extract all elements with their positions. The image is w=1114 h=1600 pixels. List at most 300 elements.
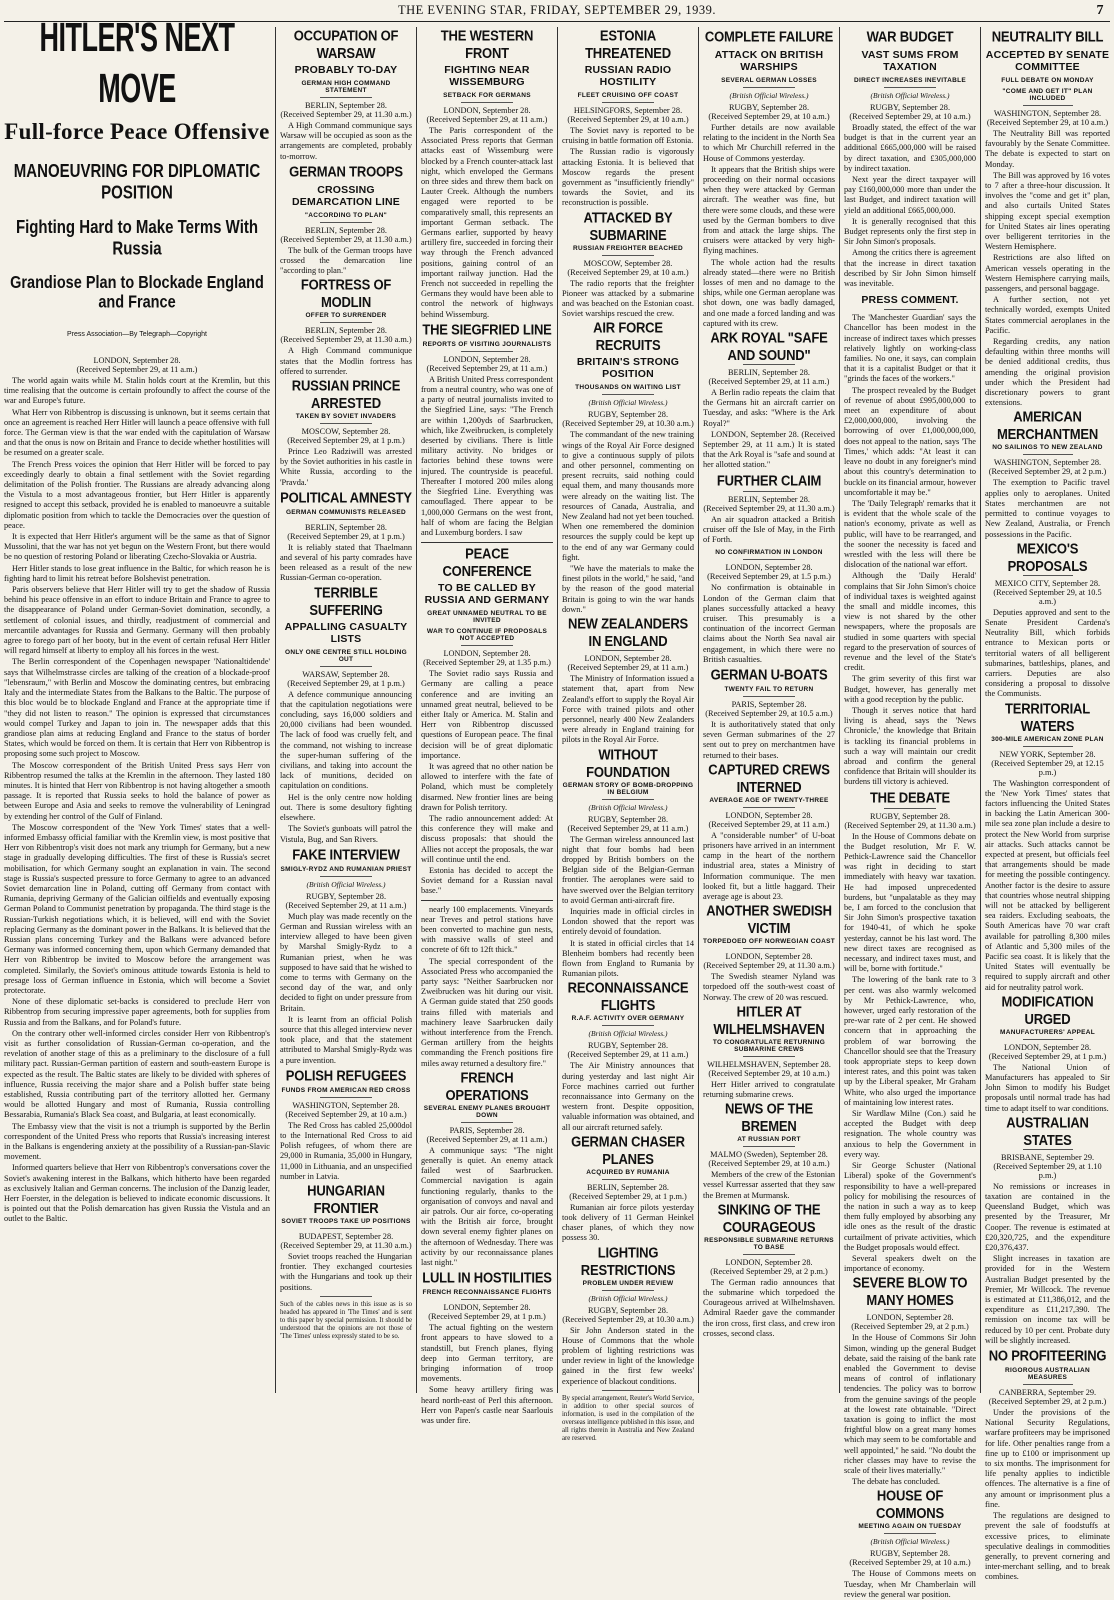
divider (743, 1056, 796, 1057)
subhead-peace-offensive: Full-force Peace Offensive (4, 119, 270, 144)
received-line: (Received September 29, at 1 p.m.) (428, 1312, 546, 1322)
article-deck: FRENCH RECONNAISSANCE FLIGHTS (422, 1289, 552, 1297)
article-headline: ARK ROYAL "SAFE AND SOUND" (710, 328, 828, 364)
paragraph: The Red Cross has cabled 25,000dol to the International Red Cross to aid Polish refugees, of whom there are 29,000 in Rumania, 35,000 in Hungary, 11,000 in Lithuania, and an unspecified number in Latvia. (280, 1120, 412, 1181)
paragraph: A Berlin radio repeats the claim that the Germans hit an aircraft carrier on Tuesday, and asks: "Where is the Ark Royal?" (703, 388, 835, 428)
received-line: (Received September 29, at 10.30 a.m.) (562, 419, 694, 429)
divider (461, 1122, 514, 1123)
source-line: (British Official Wireless.) (306, 879, 386, 889)
source-line: (British Official Wireless.) (870, 1537, 950, 1547)
article-subheadline: FIGHTING NEAR WISSEMBURG (444, 64, 530, 88)
divider (320, 322, 373, 323)
dateline: MEXICO CITY, September 28. (994, 578, 1101, 588)
article-terrible-suffering (280, 583, 412, 845)
paragraph: The French Press voices the opinion that Herr Hitler will be forced to pay exceedingly dearly to obtain a final settlement with the Soviet regarding delimitation of the Polish frontier. The Russians are already advancing along the Vistula to a most advantageous frontier, but Herr Hitler is apparently resigned to accept this setback, provided he is enabled to manoeuvre a suitable diplomatic position from which to tackle the Democracies over the question of peace. (4, 459, 270, 530)
divider (320, 1097, 373, 1098)
dateline: WARSAW, September 28. (302, 669, 390, 679)
divider (602, 102, 655, 103)
received-line: (Received September 29, at 10 a.m.) (567, 115, 689, 124)
subhead-terms-with-russia: Fighting Hard to Make Terms With Russia (15, 216, 259, 260)
dateline: MALMO (Sweden), September 28. (710, 1150, 828, 1160)
received-line: (Received September 29, at 1.5 p.m.) (707, 572, 831, 582)
article-deck: FUNDS FROM AMERICAN RED CROSS (281, 1086, 411, 1094)
paragraph: The commandant of the new training wings of the Royal Air Force designed to give a continuous supply of pilots and other personnel, commenting on present recruits, said nothing could equal them, and many thousands more were already on the waiting list. The resources of Canada, Australia, and New Zealand had not yet been touched. When one remembered the dominion resources the supply could be kept up to the end of any war Germany could fight. (562, 430, 694, 562)
dateline: BERLIN, September 28. (727, 494, 811, 504)
divider (461, 645, 514, 646)
paragraph: The debate has concluded. (852, 1477, 941, 1487)
article-fortress-of-modlin (280, 278, 412, 377)
paragraph: A High Command communique says Warsaw will be occupied as soon as the arrangements are completed, probably to-morrow. (280, 121, 412, 161)
paragraph: The Moscow correspondent of the 'New York Times' states that a well-informed Embassy official familiar with the Kremlin view, is most positive that Herr von Ribbentrop's visit does not mark any triumph for Germany, but a new stage in gradually developing difficulties. The first of these is Russia's secret mobilisation, for which Germany sought an explanation in vain. The second stage is Russia's suspected pressure to force Germany to agree to an advanced Soviet demarcation line in Poland, cutting off Germany from contact with Rumania, depriving Germany of the Galician oilfields and eventually exposing German Poland to Communist penetration by propaganda. The third stage is the Russian-Turkish negotiations which, it is believed, will end with the Soviet replacing Germany as the dominant power in the Balkans. It is believed that the Russian plans concerning Turkey and the Balkans were advanced before Germany was informed concerning them, upon which Germany demanded that Herr von Ribbentrop be invited to Moscow before the arrangement was completed. Similarly, the Soviet's ominous attitude towards Estonia is held to presage loss of German influence in Estonia, which will become a Soviet protectorate. (4, 822, 270, 995)
divider (743, 559, 796, 560)
dateline: LONDON, September 28. (584, 654, 672, 664)
article-without-foundation (562, 745, 694, 980)
paragraph: In the House of Commons debate on the Budget resolution, Mr F. W. Pethick-Lawrence said the Chancellor was right in deciding to start immediately with heavy war taxation. He had imposed unprecedented burdens, but "unpalatable as they may be, I am forced to the conclusion that Sir John Simon's prospective taxation for 1940-41, of which he spoke yesterday, cannot be his last word. The new direct taxes are recognised as necessary, and indirect taxes must, and will be, borne with fortitude." (844, 831, 976, 974)
column-occupation-of-warsaw (280, 27, 412, 1393)
dateline: RUGBY, September 28. (587, 1041, 669, 1051)
article-headline: TERRIBLE SUFFERING (309, 583, 383, 618)
times-note: Such of the cables news in this issue as is so headed has appeared in 'The Times' and is sent to this paper by special permission. It should be understood that the opinions are not those of 'The Times' unless expressly stated to be so. (280, 1300, 412, 1340)
paragraph: The 'Daily Telegraph' remarks that it is evident that the whole scale of the nation's economy, private as well as public, will have to be rearranged, and the sooner the necessity is faced and wrestled with the less will there be dislocation of the national war effort. (844, 498, 976, 570)
article-ark-royal (703, 328, 835, 471)
article-deck: WAR TO CONTINUE IF PROPOSALS NOT ACCEPTED (426, 628, 548, 643)
received-line: (Received September 29, at 10.5 a.m.) (993, 587, 1102, 606)
page-number: 7 (1096, 3, 1104, 18)
dateline: RUGBY, September 28. (587, 1305, 669, 1315)
article-headline: NEW ZEALANDERS IN ENGLAND (568, 614, 688, 650)
article-deck: "COME AND GET IT" PLAN INCLUDED (1002, 88, 1093, 102)
article-deck: SEVERAL ENEMY PLANES BROUGHT DOWN (423, 1104, 551, 1119)
article-deck: RUSSIAN FREIGHTER BEACHED (572, 244, 684, 252)
article-german-chaser-planes (562, 1132, 694, 1244)
dateline: RUGBY, September 28. (869, 1549, 951, 1559)
article-radio-hostility (562, 64, 694, 209)
received-line: (Received September 29, at 11.30 a.m.) (280, 1240, 412, 1250)
article-headline: WITHOUT FOUNDATION (586, 745, 670, 780)
paragraph: It appears that the British ships were proceeding on their normal occasions when they were attacked by German aircraft. The weather was fine, but there were some clouds, and these were used by the German bombers to dive from and attack the large ships. The cruisers were attacked by very high-flying machines. (703, 164, 835, 256)
paragraph: A further section, not yet technically worded, exempts United States commercial aeroplanes in the Pacific. (985, 295, 1110, 335)
paragraph: The House of Commons meets on Tuesday, when Mr Chamberlain will review the general war position. (844, 1569, 976, 1599)
article-headline: GERMAN CHASER PLANES (571, 1132, 685, 1168)
article-modification-urged (985, 992, 1110, 1114)
article-wissemburg (421, 64, 553, 320)
paragraph: The National Union of Manufacturers has appealed to Sir John Simon to modify his Budget proposals until normal trade has had time to adapt itself to war conditions. (985, 1062, 1110, 1113)
column-divider (980, 27, 981, 1393)
article-deck: FULL DEBATE ON MONDAY (1001, 77, 1094, 84)
paragraph: Informed quarters believe that Herr von Ribbentrop's conversations cover the Soviet's awakening interest in the Balkans, which hitherto have been regarded as exclusively Italian and German concerns. The inclusion of the Danzig leader, Herr Foerster, in the delegation is believed to indicate economic discussions. It is pointed out that the Polish demarcation has given Russia the Vistula and an outlet to the Baltic. (4, 1163, 270, 1224)
article-air-force-recruits (562, 321, 694, 615)
article-severe-blow (844, 1276, 976, 1487)
article-hitler-wilhelmshaven (703, 1002, 835, 1100)
dateline: LONDON, September 28. (443, 1303, 531, 1313)
paragraph: It is expected that Herr Hitler's argument will be the same as that of Signor Mussolini, that the war has not yet begun on the Western Front, but there would be no question of restoring Poland or liberating Czecho-Slovakia or Austria. (4, 532, 270, 562)
received-line: (Received September 29, at 1 p.m.) (287, 531, 405, 541)
article-lull-in-hostilities (421, 1270, 553, 1426)
dateline: WILHELMSHAVEN, September 28. (707, 1059, 831, 1069)
paragraph: The German wireless announced last night that four bombs had been dropped by British bombers on the Belgian side of the Belgian-German frontier. The aeroplanes were said to have swerved over the Belgian territory to avoid German anti-aircraft fire. (562, 834, 694, 905)
article-fake-interview (280, 847, 412, 1066)
divider (884, 87, 937, 88)
received-line: (Received September 29, at 11 a.m.) (567, 823, 689, 833)
article-attacked-by-submarine (562, 208, 694, 320)
divider (743, 807, 796, 808)
divider (320, 1296, 373, 1297)
dateline: LONDON, September 28. (443, 649, 531, 659)
article-deck: SEVERAL GERMAN LOSSES (721, 77, 817, 84)
source-line: (British Official Wireless.) (870, 91, 950, 100)
divider (1023, 1384, 1073, 1385)
paragraph: None of these diplomatic set-backs is considered to preclude Herr von Ribbentrop from securing impressive paper agreements, both for supplies from Russia and from the Balkans, and for Poland's future. (4, 997, 270, 1027)
article-deck: PROBLEM UNDER REVIEW (582, 1279, 674, 1287)
article-polish-refugees (280, 1068, 412, 1182)
article-vast-sums (844, 49, 976, 289)
paragraph: It is stated in official circles that 14 Blenheim bombers had recently been flown from England to Rumania by Rumanian pilots. (562, 938, 694, 979)
column-divider (557, 27, 558, 1393)
paragraph: LONDON, September 28. (Received September 29, at 11 a.m.) It is stated that the Ark Royal is "safe and sound at her allotted station." (703, 429, 835, 470)
dateline: BERLIN, September 28. (304, 225, 388, 235)
divider (602, 1179, 655, 1180)
article-russian-prince (280, 376, 412, 488)
paragraph: Though it serves notice that hard living is ahead, says the 'News Chronicle,' the knowledge that Britain is tackling its financial problems in such a way will maintain our credit abroad and confirm the general confidence that Britain will shoulder its burdens till victory is achieved. (844, 705, 976, 787)
article-headline: LIGHTING RESTRICTIONS (580, 1243, 676, 1278)
article-peace-conference (421, 542, 553, 900)
newspaper-page (4, 3, 1110, 1599)
article-headline: AIR FORCE RECRUITS (593, 319, 663, 354)
article-german-uboats (703, 667, 835, 761)
received-line: (Received September 29, at 1 p.m.) (287, 678, 405, 688)
paragraph: The exemption to Pacific travel applies only to aeroplanes. United States merchantmen are not permitted to continue voyages to New Zealand, Australia, or French possessions in the Pacific. (985, 478, 1110, 539)
received-line: (Received September 29, at 11 a.m.) (567, 663, 689, 673)
article-deck: REPORTS OF VISITING JOURNALISTS (422, 340, 552, 348)
dateline: BERLIN, September 28. (304, 326, 388, 336)
received-line: (Received September 29, at 2 p.m.) (988, 467, 1107, 477)
received-line: (Received September 29, at 10 a.m.) (708, 1159, 830, 1169)
column-western-front (421, 26, 553, 1426)
article-probably-today (280, 64, 412, 162)
divider (602, 650, 655, 651)
subhead-blockade-plan: Grandiose Plan to Blockade England and France (10, 273, 264, 313)
article-headline: LULL IN HOSTILITIES (422, 1269, 552, 1287)
article-new-zealanders (562, 614, 694, 745)
article-siegfried-line (421, 322, 553, 538)
divider (743, 87, 796, 88)
article-headline: POLITICAL AMNESTY (280, 488, 412, 506)
article-senate-committee (985, 49, 1110, 408)
paragraph: The German radio announces that the submarine which torpedoed the Courageous arrived at Wilhelmshaven. Admiral Raeder gave the commander the iron cross, first class, and crew iron crosses, second class. (703, 1277, 835, 1338)
column-headline: ESTONIA THREATENED (585, 26, 671, 62)
paragraph: Estonia has decided to accept the Soviet demand for a Russian naval base." (421, 865, 553, 896)
paragraph: No remissions or increases in taxation are contained in the Queensland Budget, which was presented by the Treasurer, Mr Cooper. The revenue is estimated at £20,320,725, and the expenditure £20,376,437. (985, 1181, 1110, 1253)
paragraph: Regarding credits, any nation defaulting within three months will be denied additional credits, thus amending the original provision under which the President had discretionary powers to grant extensions. (985, 337, 1110, 408)
paragraph: The lowering of the bank rate to 3 per cent. was also warmly welcomed by Mr Pethick-Lawrence, who, however, urged early restoration of the pre-war rate of 2 per cent. He showed concern that in approaching the problem of war borrowing the Chancellor should see that the Treasury took appropriate steps to keep down interest rates, and this point was taken up by the Liberal speaker, Mr Graham White, who also urged the importance of maintaining low interest rates. (844, 975, 976, 1107)
divider (320, 423, 373, 424)
column-divider (839, 27, 840, 1393)
dateline: MOSCOW, September 28. (583, 258, 673, 268)
article-deck: RIGOROUS AUSTRALIAN MEASURES (1005, 1367, 1090, 1382)
received-line: (Received September 29, at 10 a.m.) (708, 1068, 830, 1078)
dateline: RUGBY, September 28. (728, 103, 810, 112)
received-line: (Received September 29, at 1 p.m.) (287, 436, 405, 446)
divider (320, 97, 373, 98)
divider (320, 519, 373, 520)
article-deck: THOUSANDS ON WAITING LIST (575, 384, 681, 392)
column-divider (275, 27, 276, 1393)
masthead-title: THE EVENING STAR, FRIDAY, SEPTEMBER 29, 1939. (397, 3, 717, 17)
paragraph: The Russian radio is vigorously attacking Estonia. It is believed that Moscow regards the present government as "insufficiently friendly" towards the Soviet, and its reconstruction is possible. (562, 147, 694, 208)
article-headline: ANOTHER SWEDISH VICTIM (706, 901, 832, 937)
article-deck: 300-MILE AMERICAN ZONE PLAN (991, 735, 1104, 743)
divider (1023, 1149, 1073, 1150)
paragraph: Hel is the only centre now holding out. There is some desultory fighting elsewhere. (280, 792, 412, 823)
paragraph: nearly 100 emplacements. Vineyards near Treves and petrol stations have been converted to machine gun nests, with massive walls of steel and concrete of 6ft to 12ft thick." (421, 904, 553, 955)
dateline: BRISBANE, September 29. (1000, 1152, 1095, 1162)
article-subheadline: BRITAIN'S STRONG POSITION (576, 356, 680, 381)
article-subheadline: RUSSIAN RADIO HOSTILITY (584, 64, 672, 88)
divider (884, 808, 937, 809)
column-divider (416, 27, 417, 1393)
divider (320, 666, 373, 667)
article-headline: POLISH REFUGEES (285, 1066, 407, 1084)
source-line: (British Official Wireless.) (588, 1293, 668, 1303)
article-deck: AVERAGE AGE OF TWENTY-THREE (709, 796, 829, 804)
article-press-comment (844, 294, 976, 787)
column-complete-failure (703, 27, 835, 1393)
divider (602, 394, 655, 395)
column-headline: NEUTRALITY BILL (991, 27, 1104, 46)
article-political-amnesty (280, 490, 412, 584)
article-headline: ATTACKED BY SUBMARINE (583, 208, 673, 243)
paragraph: The regulations are designed to prevent the sale of foodstuffs at excessive prices, to eliminate speculative dealings in commodities generally, to prevent cornering and inter-merchant selling, and to break combines. (985, 1511, 1110, 1582)
paragraph: The Soviet's gunboats will patrol the Vistula, Bug, and San Rivers. (280, 824, 412, 844)
article-deck: TORPEDOED OFF NORWEGIAN COAST (703, 938, 835, 946)
paragraph: A High Command communique states that the Modlin fortress has offered to surrender. (280, 346, 412, 376)
article-subheadline: VAST SUMS FROM TAXATION (861, 49, 959, 73)
received-line: (Received September 29, at 10 a.m.) (849, 1558, 971, 1568)
article-no-confirmation (703, 549, 835, 665)
article-deck: ONLY ONE CENTRE STILL HOLDING OUT (285, 648, 407, 663)
paragraph: Broadly stated, the effect of the war budget is that in the current year an additional £665,000,000 will be raised by direct taxation, and £305,000,000 by indirect taxation. (844, 123, 976, 173)
column-headline: THE WESTERN FRONT (440, 26, 534, 62)
column-headline: COMPLETE FAILURE (704, 27, 834, 46)
dateline: LONDON, September 28. (725, 952, 813, 962)
received-line: (Received September 29, at 1.35 p.m.) (423, 658, 551, 668)
paragraph: Deputies approved and sent to the Senate President Cardena's Neutrality Bill, which forbids entrance to Mexican ports or territorial waters of all belligerent submarines, battleships, planes, and carriers. Deputies are also considering a proposal to dissolve the Communists. (985, 607, 1110, 699)
article-captured-crews (703, 760, 835, 902)
received-line: (Received September 29, at 11.30 a.m.) (280, 110, 412, 119)
article-headline: AMERICAN MERCHANTMEN (996, 408, 1099, 443)
dateline: WASHINGTON, September 28. (292, 1100, 400, 1110)
article-no-profiteering (985, 1348, 1110, 1582)
received-line: (Received September 29, at 11 a.m.) (708, 377, 830, 387)
divider (743, 491, 796, 492)
dateline: LONDON, September 28. (725, 810, 813, 820)
paragraph: The Soviet navy is reported to be cruising in battle formation off Estonia. (562, 126, 694, 146)
paragraph: Paris observers believe that Herr Hitler will try to get the shadow of Russia behind his peace offensive in an effort to induce Britain and France to agree to the disappearance of Poland under German-Soviet domination, secondly, a settlement of colonial issues, and thirdly, readjustment of commercial and mercantile advantages for Russia and Germany. Germany will then probably agree to forego part of her booty, but in the event of certain refusal Herr Hitler will regard himself at liberty to employ all his forces in the west. (4, 585, 270, 656)
received-line: (Received September 29, at 10 a.m.) (986, 118, 1109, 127)
paragraph: The whole action had the results already stated—there were no British losses of men and no damage to the ships, while one German aeroplane was shot down, one was badly damaged, and one made a forced landing and was captured with its crew. (703, 257, 835, 328)
paragraph: Next year the direct taxpayer will pay £160,000,000 more than under the last Budget, and indirect taxation will yield an additional £665,000,000. (844, 175, 976, 215)
divider (1023, 1039, 1073, 1040)
article-deck: DIRECT INCREASES INEVITABLE (854, 77, 966, 84)
paragraph: Although the 'Daily Herald' complains that Sir John Simon's choice of individual taxes is weighted against the small and middle incomes, this view is not shared by the other newspapers, where the proposals are studied in some quarters with special regard to the preservation of sources of revenue and the level of the State's credit. (844, 571, 976, 673)
divider (1023, 454, 1073, 455)
paragraph: Prince Leo Radziwill was arrested by the Soviet authorities in his castle in White Russia, according to the 'Pravda.' (280, 447, 412, 487)
divider (461, 102, 514, 103)
article-territorial-waters (985, 699, 1110, 993)
article-headline: THE SIEGFRIED LINE (422, 320, 552, 338)
divider (320, 222, 373, 223)
divider (320, 876, 373, 877)
article-american-merchantmen (985, 410, 1110, 539)
paragraph: Herr Hitler arrived to congratulate returning submarine crews. (703, 1079, 835, 1099)
paragraph: Restrictions are also lifted on American vessels operating in the Western Hemisphere carrying mails, passengers, and personal baggage. (985, 253, 1110, 294)
received-line: (Received September 29, at 12.15 p.m.) (991, 758, 1104, 777)
paragraph: A defence communique announcing that the capitulation negotiations were concluding, says 16,000 soldiers and 20,000 civilians had been wounded. The lack of food was cruelly felt, and the command, not wishing to increase the super-human suffering of the civilians, and taking into account the lack of munitions, decided on capitulation on conditions. (280, 689, 412, 791)
received-line: (Received September 29, at 11 a.m.) (708, 819, 830, 829)
divider (743, 364, 796, 365)
received-line: (Received September 29, at 10 a.m.) (285, 1109, 407, 1119)
paragraph: It was agreed that no other nation be allowed to interfere with the fate of Poland, which must be completely disarmed. New frontier lines are being drawn for Polish territory. (421, 761, 553, 812)
divider (602, 255, 655, 256)
column-divider (698, 27, 699, 1393)
article-deck: MANUFACTURERS' APPEAL (1000, 1028, 1095, 1036)
article-deck: GREAT UNNAMED NEUTRAL TO BE INVITED (427, 610, 547, 625)
article-headline: GERMAN TROOPS (289, 162, 403, 180)
received-line: (Received September 29, at 10 a.m.) (567, 267, 689, 277)
divider (884, 309, 937, 310)
divider (743, 696, 796, 697)
paragraph: What Herr von Ribbentrop is discussing is unknown, but it seems certain that once an agreement is reached Herr Hitler will launch a peace offensive with full force. The German view is that the war ended with the capitulation of Warsaw and that the onus is now on Britain and France to decide whether hostilities will be resumed on a greater scale. (4, 407, 270, 458)
received-line: (Received September 29, at 2 p.m.) (988, 1397, 1107, 1407)
received-line: (Received September 29, at 11 a.m.) (285, 900, 407, 910)
article-deck: TO CONGRATULATE RETURNING SUBMARINE CREWS (712, 1038, 826, 1053)
article-deck: R.A.F. ACTIVITY OVER GERMANY (571, 1015, 685, 1023)
paragraph: It is reliably stated that Thaelmann and several of his party comrades have been released as a result of the new Russian-German co-operation. (280, 542, 412, 583)
paragraph: The Ministry of Information issued a statement that, apart from New Zealand's effort to supply the Royal Air Force with trained pilots and other personnel, nearly 400 New Zealanders were already in England training for pilots in the Royal Air Force. (562, 674, 694, 745)
dateline: BUDAPEST, September 28. (298, 1231, 394, 1241)
paragraph: It is authoritatively stated that only seven German submarines of the 27 sent out to prey on merchantmen have returned to their bases. (703, 719, 835, 760)
dateline: BERLIN, September 28. (304, 522, 388, 532)
article-headline: FRENCH OPERATIONS (445, 1068, 529, 1104)
article-reconnaissance-flights (562, 981, 694, 1132)
dateline: RUGBY, September 28. (869, 103, 951, 112)
divider (884, 1309, 937, 1310)
column-war-budget (844, 27, 976, 1599)
article-deck: MEETING AGAIN ON TUESDAY (858, 1523, 962, 1531)
paragraph: Further details are now available relating to the incident in the North Sea to which Mr Churchill referred in the House of Commons yesterday. (703, 123, 835, 163)
paragraph: The actual fighting on the western front appears to have slowed to a standstill, but French planes, flying deep into German territory, are bringing information of troop movements. (421, 1323, 553, 1384)
source-line: (British Official Wireless.) (588, 1029, 668, 1039)
article-headline: MEXICO'S PROPOSALS (1007, 539, 1088, 574)
paragraph: The Washington correspondent of the 'New York Times' states that factors influencing the United States in backing the Latin American 300-mile sea zone plan include a desire to protect the New World from surprise air attacks. Such attacks cannot be expected at present, but officials feel that arrangements should be made for meeting the possible contingency. Another factor is the desire to assure that countries whose neutral shipping will not be attacked by belligerent sea raiders. Excluding seaboats, the South Americas have 70 war craft available for patrolling 8,300 miles of Atlantic and 5,300 miles of the Pacific sea coast. It is likely that the United States will eventually be required to supply aircraft and other aid for neutrality patrol work. (985, 778, 1110, 992)
paragraph: Sir Wardlaw Milne (Con.) said he accepted the Budget with deep resignation. The whole country was anxious to help the Government in every way. (844, 1109, 976, 1159)
article-siegfried-continued (421, 905, 553, 1069)
received-line: (Received September 29, at 11.30 a.m.) (844, 820, 976, 830)
column-estonia-threatened (562, 26, 694, 1442)
dateline: NEW YORK, September 28. (999, 749, 1096, 759)
column-hitlers-next-move (4, 15, 270, 1393)
received-line: (Received September 29, at 1 p.m.) (569, 1191, 687, 1201)
article-headline: CAPTURED CREWS INTERNED (708, 760, 830, 795)
received-line: (Received September 29, at 2 p.m.) (851, 1322, 969, 1332)
article-deck: TWENTY FAIL TO RETURN (724, 685, 814, 693)
paragraph: The Air Ministry announces that during yesterday and last night Air Force machines carried out further reconnaissance into Germany on the western front. Despite opposition, valuable information was obtained, and all our aircraft returned safely. (562, 1061, 694, 1132)
received-line: (Received September 29, at 11 a.m.) (426, 1134, 548, 1144)
divider (602, 1025, 655, 1026)
article-lighting-restrictions (562, 1243, 694, 1387)
article-deck: FLEET CRUISING OFF COAST (577, 92, 679, 99)
divider (743, 1254, 796, 1255)
dateline: BERLIN, September 28. (727, 368, 811, 378)
paragraph: The 'Manchester Guardian' says the Chancellor has been modest in the increase of indirect taxes which presses relatively lightly on working-class families. No one, it says, can complain that it is a capitalist Budget or that it "grinds the faces of the workers." (844, 313, 976, 384)
received-line: (Received September 29, at 2 p.m.) (710, 1266, 828, 1276)
article-headline: NEWS OF THE BREMEN (724, 1099, 814, 1135)
divider (743, 1146, 796, 1147)
divider (1023, 575, 1073, 576)
paragraph: A British United Press correspondent from a neutral country, who was one of a party of neutral journalists invited to the Siegfried Line, says: "The French are within 1,200yds of Saarbrucken, which, like Zweibrucken, is completely deserted by civilians. There is little military activity. No bridges or factories behind these towns were injured. The countryside is peaceful. Thereafter I motored 200 miles along the Siegfried Line. Everything was camouflaged. There appear to be 1,000,000 Germans on the west front, half of whom are facing the Belgian and Luxemburg borders. I saw (421, 374, 553, 537)
divider (602, 799, 655, 800)
article-hungarian-frontier (280, 1181, 412, 1293)
received-line: (Received September 29, at 11.30 a.m.) (280, 234, 412, 244)
article-deck: OFFER TO SURRENDER (305, 312, 387, 320)
received-line: (Received September 29, at 10.5 a.m.) (705, 708, 833, 718)
article-deck: GERMAN HIGH COMMAND STATEMENT (301, 80, 391, 94)
received-line: (Received September 29, at 10 a.m.) (849, 112, 971, 121)
article-subheadline: CROSSING DEMARCATION LINE (292, 183, 400, 208)
paragraph: Inquiries made in official circles in London showed that the report was entirely devoid of foundation. (562, 906, 694, 937)
article-deck: AT RUSSIAN PORT (737, 1136, 801, 1144)
paragraph: The world again waits while M. Stalin holds court at the Kremlin, but this time realising that the outcome is certain profoundly to affect the course of the war and Europe's future. (4, 376, 270, 406)
article-headline: NO PROFITEERING (988, 1346, 1107, 1365)
article-deck: RESPONSIBLE SUBMARINE RETURNS TO BASE (704, 1236, 834, 1251)
received-line: (Received September 29, at 11.30 a.m.) (703, 503, 835, 513)
received-line: (Received September 29, at 1.10 p.m.) (993, 1161, 1102, 1180)
article-deck: SOVIET TROOPS TAKE UP POSITIONS (281, 1217, 411, 1225)
paragraph: Members of the crew of the Estonian vessel Kurressar asserted that they saw the Bremen at Murmansk. (703, 1170, 835, 1200)
article-headline: HUNGARIAN FRONTIER (307, 1181, 385, 1217)
paragraph: Sir John Anderson stated in the House of Commons that the whole problem of lighting restrictions was under review in light of the knowledge gained in the first few weeks' experience of blackout conditions. (562, 1325, 694, 1386)
article-swedish-victim (703, 901, 835, 1003)
article-headline: FURTHER CLAIM (716, 471, 822, 489)
received-line: (Received September 29, at 11.30 a.m.) (703, 961, 835, 971)
source-line: (British Official Wireless.) (588, 802, 668, 812)
paragraph: The prospect revealed by the Budget of revenue of about £995,000,000 to meet an expenditure of about £2,000,000,000, involving the borrowing of over £1,000,000,000, does not appeal to the nation, says 'The Times,' which adds: "At least it can leave no doubt in any foreigner's mind about this country's determination to buckle on its financial armour, however uncomfortable it may be." (844, 385, 976, 497)
paragraph: A "considerable number" of U-boat prisoners have arrived in an internment camp in the heart of the northern industrial area, states a Ministry of Information communique. The men looked fit, but a little haggard. Their average age is about 23. (703, 830, 835, 901)
column-headline: OCCUPATION OF WARSAW (293, 26, 399, 62)
article-headline: FAKE INTERVIEW (292, 845, 400, 863)
article-headline: GERMAN U-BOATS (710, 665, 828, 684)
dateline: MOSCOW, September 28. (301, 427, 391, 437)
article-courageous (703, 1200, 835, 1339)
paragraph: The Moscow correspondent of the British United Press says Herr von Ribbentrop resumed the talks at the Kremlin in the afternoon. They lasted 180 minutes. It is hinted that Herr von Ribbentrop is not having altogether a smooth passage. It is reported that Russia seeks to hold the balance of power as between Europe and Asia and seeks to remove the vulnerability of Leningrad by extending her control of the Gulf of Finland. (4, 760, 270, 821)
article-subheadline: APPALLING CASUALTY LISTS (284, 620, 408, 645)
article-headline: FORTRESS OF MODLIN (300, 276, 392, 311)
article-deck: SETBACK FOR GERMANS (443, 92, 531, 99)
divider (1023, 105, 1073, 106)
article-headline: SEVERE BLOW TO MANY HOMES (852, 1274, 968, 1309)
paragraph: No confirmation is obtainable in London of the German claim that planes successfully attacked a heavy cruiser. This presumably is a continuation of the incorrect German claims about the North Sea naval air engagement, in which there were no British casualties. (703, 583, 835, 664)
article-mexicos-proposals (985, 539, 1110, 700)
article-headline: SINKING OF THE COURAGEOUS (717, 1200, 821, 1236)
divider (602, 1290, 655, 1291)
article-deck: GERMAN STORY OF BOMB-DROPPING IN BELGIUM (562, 781, 694, 796)
article-the-debate (844, 790, 976, 1275)
source-line: (British Official Wireless.) (588, 398, 668, 408)
article-french-operations (421, 1068, 553, 1268)
paragraph: "We have the materials to make the finest pilots in the world," he said, "and by the reason of the good material Britain is going to win the war hands down." (562, 564, 694, 614)
paragraph: Sir George Schuster (National Liberal) spoke of the Government's responsibility to have a well-prepared policy for mobilising the resources of the nation in such a way as to keep them fully employed by absorbing any idle ones as the result of the drastic curtailment of private activities, which the Budget proposals would effect. (844, 1161, 976, 1252)
byline: Press Association—By Telegraph—Copyright (67, 331, 207, 338)
